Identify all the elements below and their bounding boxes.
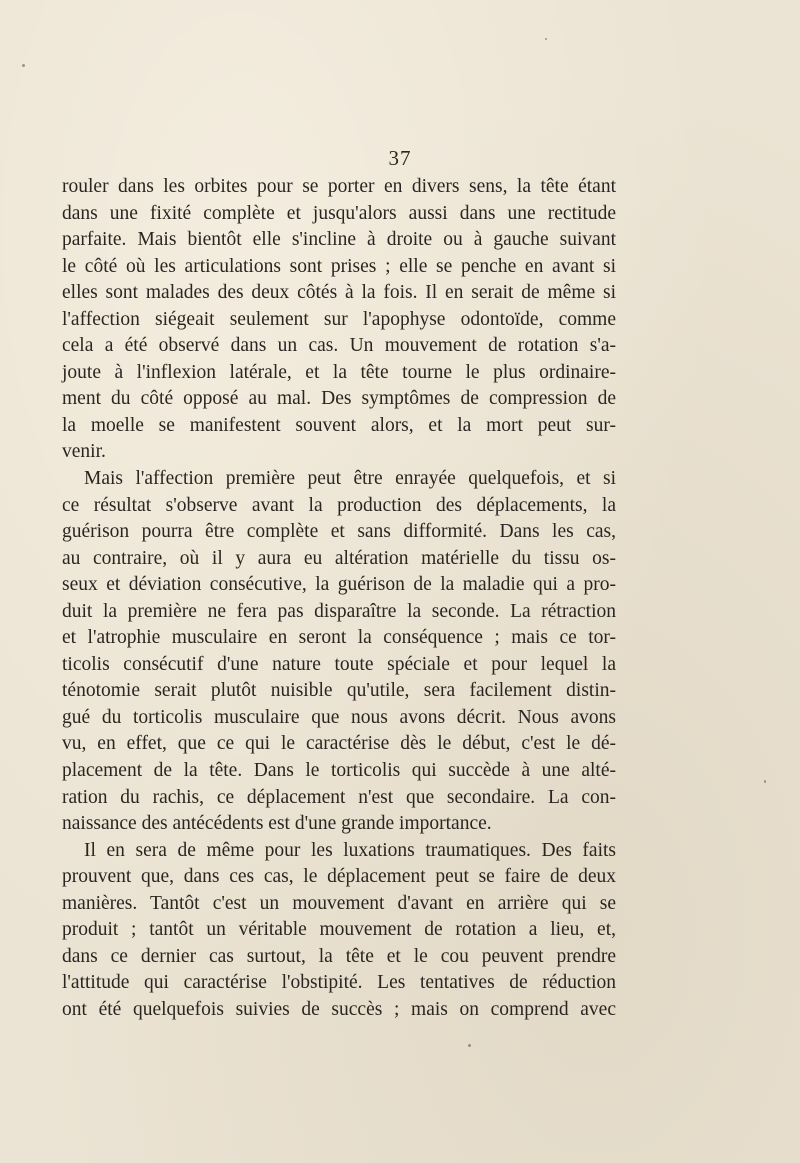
paragraph-start-line: Mais l'affection première peut être enrayée quelquefois, et si xyxy=(84,468,616,490)
text-line: manières. Tantôt c'est un mouvement d'avant en arrière qui se xyxy=(62,892,616,914)
text-line: ténotomie serait plutôt nuisible qu'utile, sera facilement distin- xyxy=(62,680,616,702)
text-line: l'affection siégeait seulement sur l'apophyse odontoïde, comme xyxy=(62,308,616,330)
text-line: gué du torticolis musculaire que nous avons décrit. Nous avons xyxy=(62,706,616,728)
paper-speck xyxy=(545,38,547,40)
text-line: la moelle se manifestent souvent alors, et la mort peut sur- xyxy=(62,414,616,436)
text-line: le côté où les articulations sont prises ; elle se penche en avant si xyxy=(62,255,616,277)
page-number: 37 xyxy=(388,146,412,170)
text-line: vu, en effet, que ce qui le caractérise dès le début, c'est le dé- xyxy=(62,733,616,755)
text-line: dans ce dernier cas surtout, la tête et le cou peuvent prendre xyxy=(62,945,616,967)
text-line: guérison pourra être complète et sans difformité. Dans les cas, xyxy=(62,521,616,543)
text-line: parfaite. Mais bientôt elle s'incline à droite ou à gauche suivant xyxy=(62,229,616,251)
paper-speck xyxy=(764,780,766,783)
paragraph-end-line: venir. xyxy=(62,441,106,463)
paragraph-end-line: naissance des antécédents est d'une grande importance. xyxy=(62,813,492,835)
text-line: ce résultat s'observe avant la production des déplacements, la xyxy=(62,494,616,516)
text-line: prouvent que, dans ces cas, le déplacement peut se faire de deux xyxy=(62,866,616,888)
text-line: ont été quelquefois suivies de succès ; mais on comprend avec xyxy=(62,998,616,1020)
text-line: ment du côté opposé au mal. Des symptômes de compression de xyxy=(62,388,616,410)
text-line: cela a été observé dans un cas. Un mouvement de rotation s'a- xyxy=(62,335,616,357)
text-line: joute à l'inflexion latérale, et la tête tourne le plus ordinaire- xyxy=(62,361,616,383)
text-line: et l'atrophie musculaire en seront la conséquence ; mais ce tor- xyxy=(62,627,616,649)
text-line: seux et déviation consécutive, la guérison de la maladie qui a pro- xyxy=(62,574,616,596)
text-line: ration du rachis, ce déplacement n'est que secondaire. La con- xyxy=(62,786,616,808)
text-line: dans une fixité complète et jusqu'alors aussi dans une rectitude xyxy=(62,202,616,224)
body-text xyxy=(62,174,616,1024)
text-line: au contraire, où il y aura eu altération matérielle du tissu os- xyxy=(62,547,616,569)
paragraph-start-line: Il en sera de même pour les luxations traumatiques. Des faits xyxy=(84,839,616,861)
text-line: l'attitude qui caractérise l'obstipité. Les tentatives de réduction xyxy=(62,972,616,994)
text-line: placement de la tête. Dans le torticolis qui succède à une alté- xyxy=(62,760,616,782)
text-line: duit la première ne fera pas disparaître la seconde. La rétraction xyxy=(62,600,616,622)
text-line: elles sont malades des deux côtés à la fois. Il en serait de même si xyxy=(62,282,616,304)
text-line: produit ; tantôt un véritable mouvement de rotation a lieu, et, xyxy=(62,919,616,941)
text-line: ticolis consécutif d'une nature toute spéciale et pour lequel la xyxy=(62,653,616,675)
text-line: rouler dans les orbites pour se porter en divers sens, la tête étant xyxy=(62,176,616,197)
paper-speck xyxy=(22,64,25,67)
paper-speck xyxy=(468,1044,471,1047)
